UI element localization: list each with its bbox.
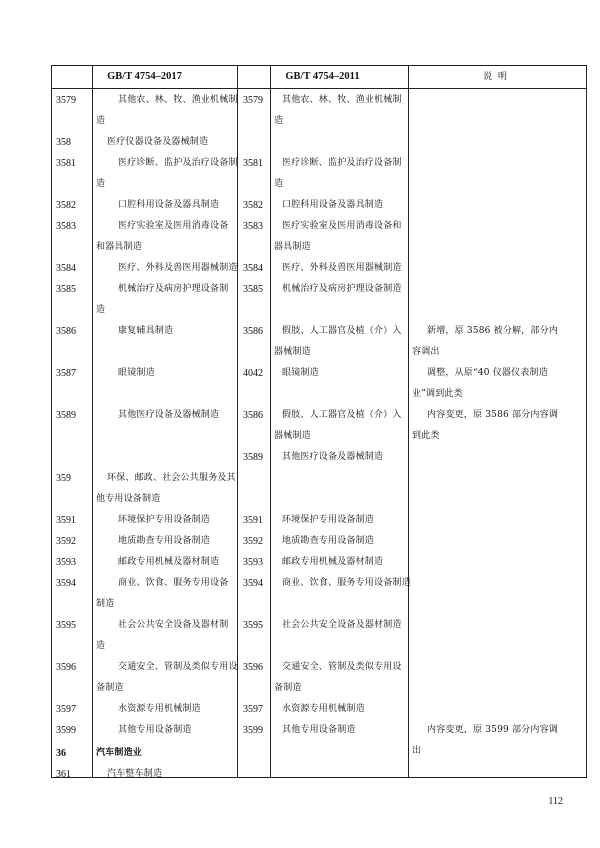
desc-2017: 环保、邮政、社会公共服务及其 xyxy=(107,473,236,483)
desc-2017: 眼镜制造 xyxy=(118,368,155,378)
desc-2017: 医疗诊断、监护及治疗设备制 xyxy=(118,158,238,168)
code-2017: 36 xyxy=(56,748,66,759)
col-divider xyxy=(408,66,409,777)
desc-2011: 交通安全、管制及类似专用设 xyxy=(282,662,402,672)
desc-2017-cont: 和器具制造 xyxy=(96,242,143,252)
desc-2017: 汽车整车制造 xyxy=(107,769,163,779)
desc-2017-cont: 造 xyxy=(96,305,106,315)
desc-2017-cont: 造 xyxy=(96,116,106,126)
page-number: 112 xyxy=(548,796,563,807)
desc-2017: 社会公共安全设备及器材制 xyxy=(118,620,229,630)
desc-2011: 医疗实验室及医用消毒设备和 xyxy=(282,221,402,231)
code-2011: 3591 xyxy=(243,515,263,526)
desc-2011: 其他农、林、牧、渔业机械制 xyxy=(282,95,402,105)
code-2017: 3585 xyxy=(56,284,76,295)
code-2017: 3595 xyxy=(56,620,76,631)
note-text-cont: 到此类 xyxy=(412,431,440,441)
code-2011: 3594 xyxy=(243,578,263,589)
desc-2011: 其他专用设备制造 xyxy=(282,725,356,735)
code-2017: 3596 xyxy=(56,662,76,673)
desc-2011-cont: 器械制造 xyxy=(274,347,311,357)
desc-2017: 交通安全、管制及类似专用设 xyxy=(118,662,238,672)
note-text-cont: 出 xyxy=(412,746,422,756)
code-2011: 3585 xyxy=(243,284,263,295)
code-2017: 3593 xyxy=(56,557,76,568)
classification-table xyxy=(51,65,587,778)
code-2017: 3583 xyxy=(56,221,76,232)
desc-2017: 康复辅具制造 xyxy=(118,326,174,336)
header-gbt-2011: GB/T 4754–2011 xyxy=(285,71,360,82)
desc-2017: 水资源专用机械制造 xyxy=(118,704,201,714)
desc-2017: 其他专用设备制造 xyxy=(118,725,192,735)
code-2011: 3597 xyxy=(243,704,263,715)
desc-2011: 医疗诊断、监护及治疗设备制 xyxy=(282,158,402,168)
desc-2017: 地质勘查专用设备制造 xyxy=(118,536,211,546)
code-2011: 3586 xyxy=(243,410,263,421)
code-2011: 3586 xyxy=(243,326,263,337)
header-rule xyxy=(52,88,586,89)
desc-2011: 眼镜制造 xyxy=(282,368,319,378)
desc-2017: 环境保护专用设备制造 xyxy=(118,515,211,525)
desc-2017: 口腔科用设备及器具制造 xyxy=(118,200,220,210)
note-text: 新增，原 3586 被分解，部分内 xyxy=(427,326,559,336)
note-text: 内容变更，原 3599 部分内容调 xyxy=(427,725,559,735)
desc-2011: 假肢、人工器官及植（介）入 xyxy=(282,326,402,336)
code-2017: 3581 xyxy=(56,158,76,169)
code-2017: 3597 xyxy=(56,704,76,715)
desc-2017-cont: 造 xyxy=(96,179,106,189)
code-2011: 3599 xyxy=(243,725,263,736)
code-2017: 3589 xyxy=(56,410,76,421)
code-2017: 3594 xyxy=(56,578,76,589)
desc-2011: 环境保护专用设备制造 xyxy=(282,515,375,525)
code-2011: 3582 xyxy=(243,200,263,211)
desc-2011: 其他医疗设备及器械制造 xyxy=(282,452,384,462)
note-text-cont: 业”调到此类 xyxy=(412,389,463,399)
desc-2017: 其他农、林、牧、渔业机械制 xyxy=(118,95,238,105)
desc-2011-cont: 造 xyxy=(274,116,284,126)
desc-2011: 社会公共安全设备及器材制造 xyxy=(282,620,402,630)
code-2011: 3596 xyxy=(243,662,263,673)
code-2011: 4042 xyxy=(243,368,263,379)
desc-2017-cont: 他专用设备制造 xyxy=(96,494,161,504)
col-divider xyxy=(270,66,271,777)
desc-2017: 机械治疗及病房护理设备制 xyxy=(118,284,229,294)
desc-2011-cont: 器具制造 xyxy=(274,242,311,252)
code-2017: 358 xyxy=(56,137,71,148)
code-2017: 3584 xyxy=(56,263,76,274)
col-divider xyxy=(92,66,93,777)
desc-2011-cont: 备制造 xyxy=(274,683,302,693)
desc-2011: 医疗、外科及兽医用器械制造 xyxy=(282,263,402,273)
code-2017: 359 xyxy=(56,473,71,484)
header-gbt-2017: GB/T 4754–2017 xyxy=(107,71,182,82)
code-2017: 3582 xyxy=(56,200,76,211)
code-2011: 3595 xyxy=(243,620,263,631)
desc-2011: 假肢、人工器官及植（介）入 xyxy=(282,410,402,420)
code-2011: 3589 xyxy=(243,452,263,463)
desc-2011: 机械治疗及病房护理设备制造 xyxy=(282,284,402,294)
code-2011: 3592 xyxy=(243,536,263,547)
desc-2017: 医疗仪器设备及器械制造 xyxy=(107,137,209,147)
code-2011: 3581 xyxy=(243,158,263,169)
desc-2011-cont: 器械制造 xyxy=(274,431,311,441)
desc-2017-cont: 造 xyxy=(96,641,106,651)
desc-2017: 商业、饮食、服务专用设备 xyxy=(118,578,229,588)
note-text: 内容变更，原 3586 部分内容调 xyxy=(427,410,559,420)
note-text: 调整，从原“40 仪器仪表制造 xyxy=(427,368,548,378)
code-2017: 3586 xyxy=(56,326,76,337)
note-text-cont: 容调出 xyxy=(412,347,440,357)
code-2017: 3587 xyxy=(56,368,76,379)
desc-2017: 医疗、外科及兽医用器械制造 xyxy=(118,263,238,273)
desc-2017: 汽车制造业 xyxy=(96,748,143,758)
code-2011: 3584 xyxy=(243,263,263,274)
desc-2011: 水资源专用机械制造 xyxy=(282,704,365,714)
code-2017: 3591 xyxy=(56,515,76,526)
code-2011: 3593 xyxy=(243,557,263,568)
desc-2017: 邮政专用机械及器材制造 xyxy=(118,557,220,567)
desc-2011: 地质勘查专用设备制造 xyxy=(282,536,375,546)
desc-2011: 商业、饮食、服务专用设备制造 xyxy=(282,578,411,588)
desc-2011: 口腔科用设备及器具制造 xyxy=(282,200,384,210)
desc-2017: 其他医疗设备及器械制造 xyxy=(118,410,220,420)
code-2017: 3599 xyxy=(56,725,76,736)
header-note: 说明 xyxy=(482,72,513,82)
code-2017: 3592 xyxy=(56,536,76,547)
code-2011: 3583 xyxy=(243,221,263,232)
desc-2017-cont: 备制造 xyxy=(96,683,124,693)
desc-2017-cont: 制造 xyxy=(96,599,115,609)
code-2017: 361 xyxy=(56,769,71,780)
code-2017: 3579 xyxy=(56,95,76,106)
desc-2017: 医疗实验室及医用消毒设备 xyxy=(118,221,229,231)
desc-2011: 邮政专用机械及器材制造 xyxy=(282,557,384,567)
code-2011: 3579 xyxy=(243,95,263,106)
desc-2011-cont: 造 xyxy=(274,179,284,189)
